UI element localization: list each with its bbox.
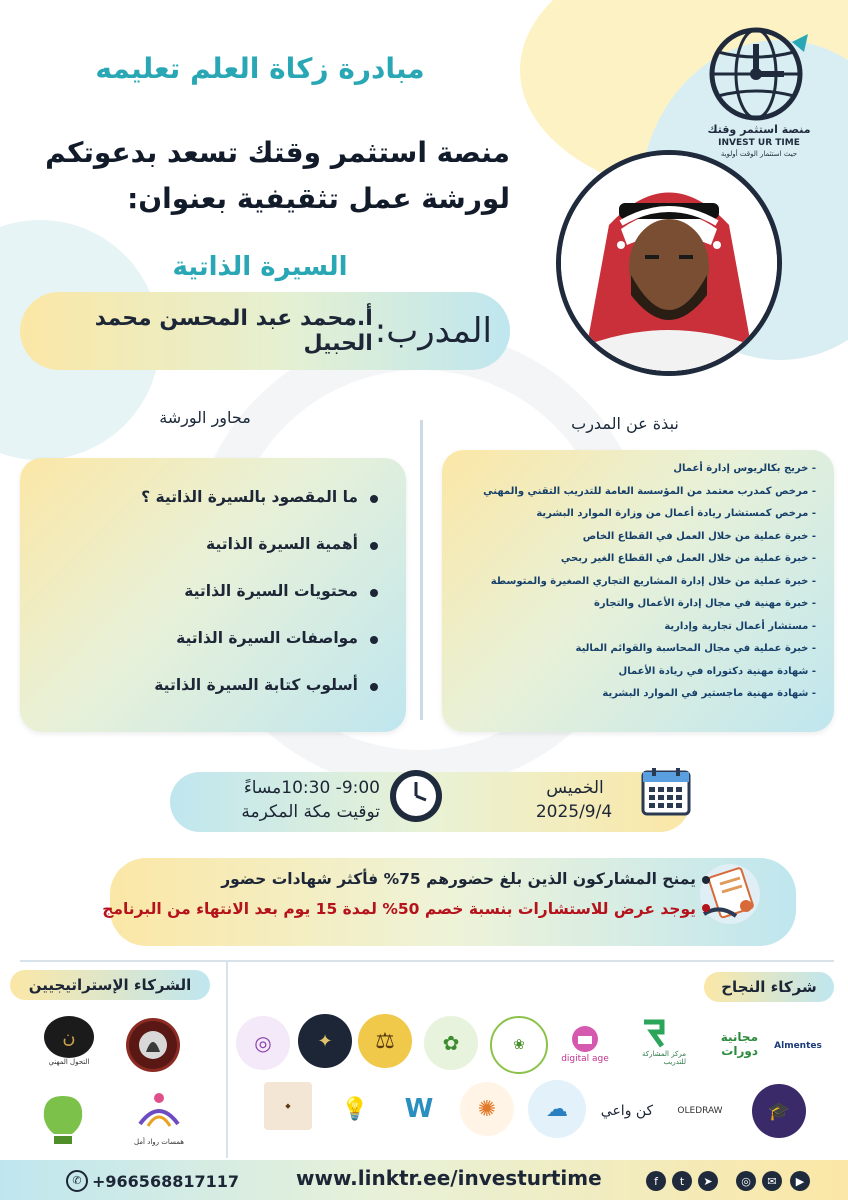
bio-item: - مستشار أعمال تجارية وإدارية (664, 620, 816, 632)
partner-logo-training-house: ◆ (264, 1082, 312, 1130)
messenger-icon[interactable]: ✉ (762, 1171, 782, 1191)
trainer-photo (561, 155, 777, 371)
logo-name-ar: منصة استثمر وقتك (707, 123, 811, 136)
youtube-icon[interactable]: ▶ (790, 1171, 810, 1191)
logo-name-en: INVEST UR TIME (718, 138, 800, 148)
partners-divider-vertical (226, 962, 228, 1158)
axis-item-text: أهمية السيرة الذاتية (206, 535, 358, 553)
event-date: 2025/9/4 (535, 802, 613, 822)
axes-panel (20, 458, 406, 732)
note-bullet-2 (702, 904, 710, 912)
partner-logo-free-courses (696, 1016, 758, 1072)
bio-item: - خبرة عملية من خلال العمل في القطاع الغير ربحي (560, 553, 816, 564)
bio-item: - شهادة مهنية دكتوراه في ريادة الأعمال (618, 665, 816, 677)
whatsapp-icon: ✆ (66, 1170, 88, 1192)
bullet-dot (370, 495, 378, 503)
axis-item-text: مواصفات السيرة الذاتية (176, 629, 358, 647)
workshop-title: السيرة الذاتية (172, 252, 348, 282)
footer-phone[interactable]: +966568817117 (92, 1172, 239, 1191)
logo-tagline: حيث استثمار الوقت أولوية (720, 150, 798, 158)
partner-logo-career-shift: ن التحول المهني (40, 1016, 98, 1074)
partner-caption: التحول المهني (48, 1058, 90, 1066)
bio-item: - شهادة مهنية ماجستير في الموارد البشرية (602, 688, 816, 699)
partner-logo-scales: ⚖ (358, 1014, 412, 1068)
initiative-title: مبادرة زكاة العلم تعليمه (95, 52, 425, 85)
partner-logo-bulb (36, 1092, 90, 1152)
axis-item (141, 676, 378, 694)
event-day: الخميس (546, 778, 604, 798)
bio-item: - مرخص كمدرب معتمد من المؤسسة العامة للتدريب التقني والمهني (483, 485, 816, 497)
clock-icon (388, 768, 444, 824)
bio-item: - خبرة عملية في مجال المحاسبة والقوائم المالية (575, 643, 816, 654)
partner-logo-brain: ✺ (460, 1082, 514, 1136)
axis-item-text: محتويات السيرة الذاتية (184, 582, 358, 600)
bio-list (483, 462, 816, 710)
axis-item (141, 629, 378, 647)
partner-caption: مجانية دورات (720, 1030, 758, 1058)
partner-logo-script: OLEDRAW (670, 1084, 730, 1138)
certificate-note: يمنح المشاركون الذين بلغ حضورهم 75% فأكثر شهادات حضور (221, 870, 696, 888)
invite-line-2: لورشة عمل تثقيفية بعنوان: (127, 182, 510, 215)
twitter-icon[interactable]: t (672, 1171, 692, 1191)
axis-item (141, 488, 378, 506)
bullet-dot (370, 636, 378, 644)
partner-logo-graduate: 🎓 (752, 1084, 806, 1138)
trainer-photo-frame (556, 150, 782, 376)
partner-logo-digital-age (556, 1016, 614, 1072)
event-timezone: توقيت مكة المكرمة (241, 802, 380, 822)
partner-logo-hamasat (130, 1088, 188, 1154)
trainer-name: أ.محمد عبد المحسن محمد الحبيل (94, 306, 373, 356)
partner-caption: Almentes (774, 1041, 822, 1051)
bio-item: - خبرة عملية من خلال إدارة المشاريع التجاري الصغيرة والمتوسطة (490, 575, 816, 587)
success-partners-title: شركاء النجاح (704, 972, 834, 1002)
axes-list (141, 488, 378, 723)
invite-line-1: منصة استثمر وقتك تسعد بدعوتكم (45, 136, 510, 169)
trainer-label: المدرب: (374, 311, 492, 351)
divider-line (420, 420, 423, 720)
partner-caption: digital age (561, 1054, 609, 1064)
bio-item: - خبرة مهنية في مجال إدارة الأعمال والتجارة (593, 598, 816, 609)
partner-logo-fingerprint: ◎ (236, 1016, 290, 1070)
partner-logo-w: W (392, 1082, 446, 1136)
partner-logo-almentes (768, 1024, 828, 1068)
trainer-portrait-icon (561, 155, 777, 371)
invite-text (30, 130, 510, 222)
bio-item: - خريج بكالريوس إدارة أعمال (673, 463, 816, 474)
certificate-icon (690, 858, 770, 928)
partner-caption: مركز المشاركة للتدريب (642, 1050, 686, 1066)
telegram-icon[interactable]: ➤ (698, 1171, 718, 1191)
bullet-dot (370, 589, 378, 597)
partner-caption: همسات رواد أمل (134, 1138, 184, 1146)
axis-item-text: أسلوب كتابة السيرة الذاتية (154, 676, 358, 694)
axis-item (141, 535, 378, 553)
bio-panel (442, 450, 834, 732)
bullet-dot (370, 542, 378, 550)
globe-clock-icon (700, 20, 818, 124)
event-time: 9:00- 10:30مساءً (243, 778, 380, 798)
footer-link[interactable]: www.linktr.ee/investurtime (296, 1166, 602, 1190)
partner-logo-taslayman (126, 1018, 180, 1072)
partner-logo-wings: ✦ (298, 1014, 352, 1068)
calendar-icon (640, 766, 692, 818)
logo (700, 20, 818, 160)
instagram-icon[interactable]: ◎ (736, 1171, 756, 1191)
strategic-partners-title: الشركاء الإستراتيجيين (10, 970, 210, 1000)
bullet-dot (370, 683, 378, 691)
trainer-pill (20, 292, 510, 370)
bio-item: - مرخص كمستشار ريادة أعمال من وزارة الموارد البشرية (536, 508, 816, 519)
partner-logo-musharaka (620, 1012, 686, 1072)
facebook-icon[interactable]: f (646, 1171, 666, 1191)
axis-item-text: ما المقصود بالسيرة الذاتية ؟ (141, 488, 358, 506)
partners-divider-top (20, 960, 834, 962)
axis-item (141, 582, 378, 600)
partner-logo-lightbulb: 💡 (328, 1082, 382, 1136)
bio-title: نبذة عن المدرب (571, 414, 679, 433)
partner-logo-kun-waei: كن واعي (600, 1084, 654, 1138)
note-bullet-1 (702, 876, 710, 884)
partner-logo-sunbula: ❀ (490, 1016, 548, 1074)
axes-title: محاور الورشة (159, 408, 251, 427)
bio-item: - خبرة عملية من خلال العمل في القطاع الخاص (582, 530, 816, 542)
partner-logo-cloud: ☁ (528, 1080, 586, 1138)
partner-logo-green-leaf: ✿ (424, 1016, 478, 1070)
offer-note: يوجد عرض للاستشارات بنسبة خصم 50% لمدة 15 يوم بعد الانتهاء من البرنامج (102, 900, 696, 918)
